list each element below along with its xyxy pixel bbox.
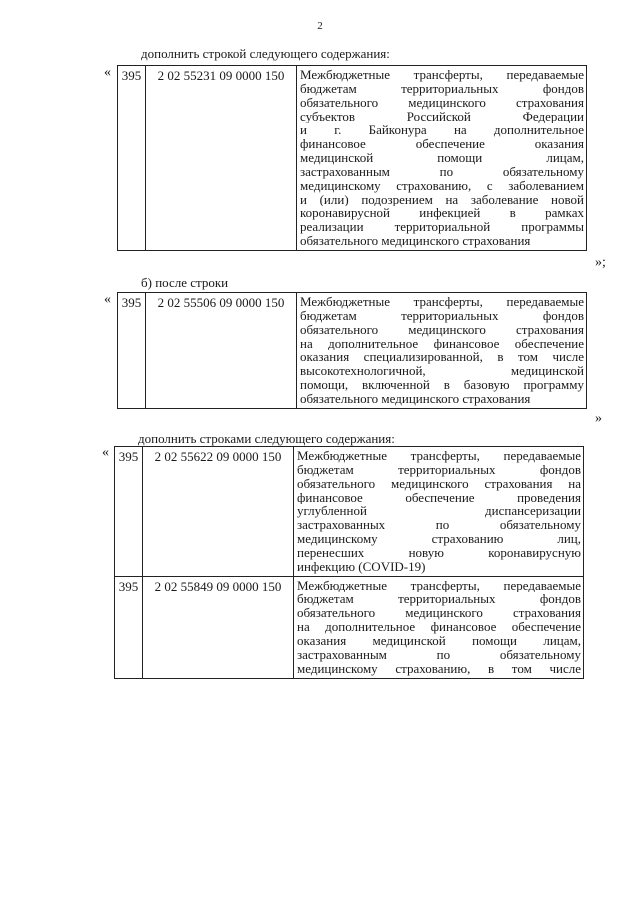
description-line: бюджетам территориальных фондов: [300, 308, 584, 323]
row-number: 395: [118, 293, 146, 409]
page-number: 2: [317, 20, 323, 32]
description-line: бюджетам территориальных фондов: [300, 81, 584, 96]
budget-code: 2 02 55231 09 0000 150: [146, 66, 297, 251]
description-line: реализации территориальной программы: [300, 220, 584, 235]
block-intro: б) после строки: [141, 275, 229, 290]
description-line: медицинской помощи лицам,: [300, 151, 584, 165]
description-line: обязательного медицинского страхования: [297, 606, 581, 621]
budget-code: 2 02 55506 09 0000 150: [146, 293, 297, 409]
row-number: 395: [115, 576, 143, 678]
description-line: обязательного медицинского страхования на: [297, 476, 581, 491]
description-line: застрахованным по обязательному: [300, 164, 584, 179]
description-line: и (или) подозрением на заболевание новой: [300, 192, 584, 207]
block-intro: дополнить строкой следующего содержания:: [141, 46, 390, 61]
description-line: Межбюджетные трансферты, передаваемые: [297, 578, 581, 593]
table-row: [115, 576, 584, 678]
budget-code: 2 02 55622 09 0000 150: [143, 447, 294, 577]
description-line: оказания медицинской помощи лицам,: [297, 633, 581, 648]
description-line: обязательного медицинского страхования: [300, 234, 531, 248]
description-line: Межбюджетные трансферты, передаваемые: [300, 295, 584, 309]
description-line: обязательного медицинского страхования: [300, 391, 531, 406]
row-description: [294, 576, 584, 678]
description-line: застрахованных по обязательному: [297, 518, 581, 533]
description-line: помощи, включенной в базовую программу: [300, 378, 584, 392]
close-quote: »;: [595, 255, 606, 270]
description-line: Межбюджетные трансферты, передаваемые: [300, 68, 584, 82]
description-line: высокотехнологичной, медицинской: [300, 364, 584, 379]
close-quote: »: [595, 411, 602, 426]
open-quote: «: [104, 65, 111, 80]
amendment-table: [114, 446, 584, 679]
description-line: углубленной диспансеризации: [297, 504, 581, 519]
description-line: субъектов Российской Федерации: [300, 109, 584, 124]
row-description: [297, 66, 587, 251]
description-line: медицинскому страхованию лиц,: [297, 532, 581, 546]
description-line: и г. Байконура на дополнительное: [300, 123, 584, 138]
block-intro: дополнить строками следующего содержания:: [138, 431, 395, 446]
table-row: [118, 66, 587, 251]
amendment-table: [117, 292, 587, 409]
description-line: бюджетам территориальных фондов: [297, 592, 581, 607]
open-quote: «: [102, 445, 109, 460]
description-line: на дополнительное финансовое обеспечение: [300, 336, 584, 351]
description-line: медицинскому страхованию, в том числе: [297, 661, 581, 676]
description-line: коронавирусной инфекцией в рамках: [300, 206, 584, 221]
description-line: Межбюджетные трансферты, передаваемые: [297, 449, 581, 463]
description-line: финансовое обеспечение оказания: [300, 137, 584, 152]
row-description: [297, 293, 587, 409]
table-row: [118, 293, 587, 409]
description-line: застрахованным по обязательному: [297, 647, 581, 662]
row-number: 395: [118, 66, 146, 251]
open-quote: «: [104, 292, 111, 307]
amendment-table: [117, 65, 587, 251]
description-line: перенесших новую коронавирусную: [297, 545, 581, 560]
description-line: бюджетам территориальных фондов: [297, 462, 581, 477]
description-line: на дополнительное финансовое обеспечение: [297, 620, 581, 634]
description-line: финансовое обеспечение проведения: [297, 490, 581, 505]
row-number: 395: [115, 447, 143, 577]
description-line: оказания специализированной, в том числе: [300, 350, 584, 365]
row-description: [294, 447, 584, 577]
description-line: медицинскому страхованию, с заболеванием: [300, 178, 584, 193]
description-line: обязательного медицинского страхования: [300, 95, 584, 110]
budget-code: 2 02 55849 09 0000 150: [143, 576, 294, 678]
description-line: обязательного медицинского страхования: [300, 322, 584, 337]
table-row: [115, 447, 584, 577]
description-line: инфекцию (COVID-19): [297, 559, 426, 574]
